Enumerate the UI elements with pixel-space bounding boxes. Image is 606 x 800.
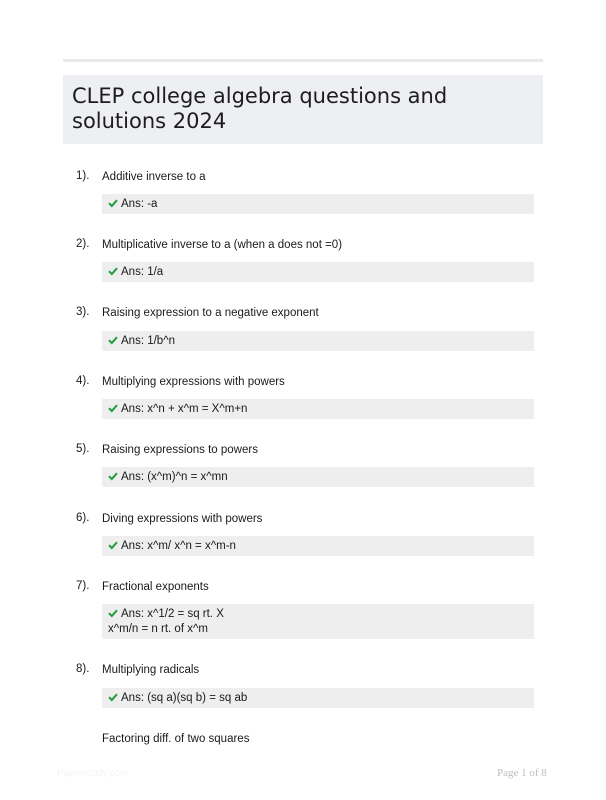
question-number: 5).	[76, 443, 90, 455]
answer-text: Ans: -a	[121, 198, 158, 210]
page-title: CLEP college algebra questions and solutions 2024	[72, 84, 448, 133]
answer-box	[102, 467, 534, 487]
answer-text: Ans: (x^m)^n = x^mn	[121, 471, 228, 483]
checkmark-icon	[108, 266, 118, 276]
answer-box	[102, 262, 534, 282]
answer-text: Ans: 1/b^n	[121, 335, 175, 347]
checkmark-icon	[108, 335, 118, 345]
answer-box	[102, 604, 534, 639]
question-number: 8).	[76, 663, 90, 675]
question-text: Multiplying expressions with powers	[102, 376, 285, 388]
checkmark-icon	[108, 403, 118, 413]
answer-text: Ans: 1/a	[121, 266, 164, 278]
answer-box	[102, 194, 534, 214]
checkmark-icon	[108, 198, 118, 208]
question-text: Fractional exponents	[102, 581, 209, 593]
answer-text: Ans: x^n + x^m = X^m+n	[121, 403, 248, 415]
answer-box	[102, 331, 534, 351]
answer-text: Ans: x^1/2 = sq rt. X	[121, 608, 224, 620]
question-text: Factoring diff. of two squares	[102, 733, 250, 745]
answer-box	[102, 688, 534, 708]
question-text: Diving expressions with powers	[102, 513, 263, 525]
question-text: Raising expressions to powers	[102, 444, 258, 456]
question-text: Multiplying radicals	[102, 664, 200, 676]
checkmark-icon	[108, 608, 118, 618]
question-number: 2).	[76, 238, 90, 250]
answer-text: Ans: x^m/ x^n = x^m-n	[121, 540, 236, 552]
question-number: 3).	[76, 306, 90, 318]
question-number: 7).	[76, 580, 90, 592]
question-text: Additive inverse to a	[102, 171, 206, 183]
question-text: Multiplicative inverse to a (when a does not =0)	[102, 239, 343, 251]
answer-text-line-2: x^m/n = n rt. of x^m	[108, 623, 208, 635]
checkmark-icon	[108, 471, 118, 481]
footer-watermark: Paperstudy.com	[57, 768, 129, 779]
answer-box	[102, 536, 534, 556]
question-number: 1).	[76, 170, 90, 182]
question-number: 4).	[76, 375, 90, 387]
page-indicator: Page 1 of 8	[497, 767, 547, 779]
title-banner	[63, 75, 543, 144]
top-divider	[63, 59, 543, 62]
question-number: 6).	[76, 512, 90, 524]
checkmark-icon	[108, 540, 118, 550]
question-text: Raising expression to a negative exponent	[102, 307, 319, 319]
answer-box	[102, 399, 534, 419]
answer-text: Ans: (sq a)(sq b) = sq ab	[121, 692, 248, 704]
checkmark-icon	[108, 692, 118, 702]
